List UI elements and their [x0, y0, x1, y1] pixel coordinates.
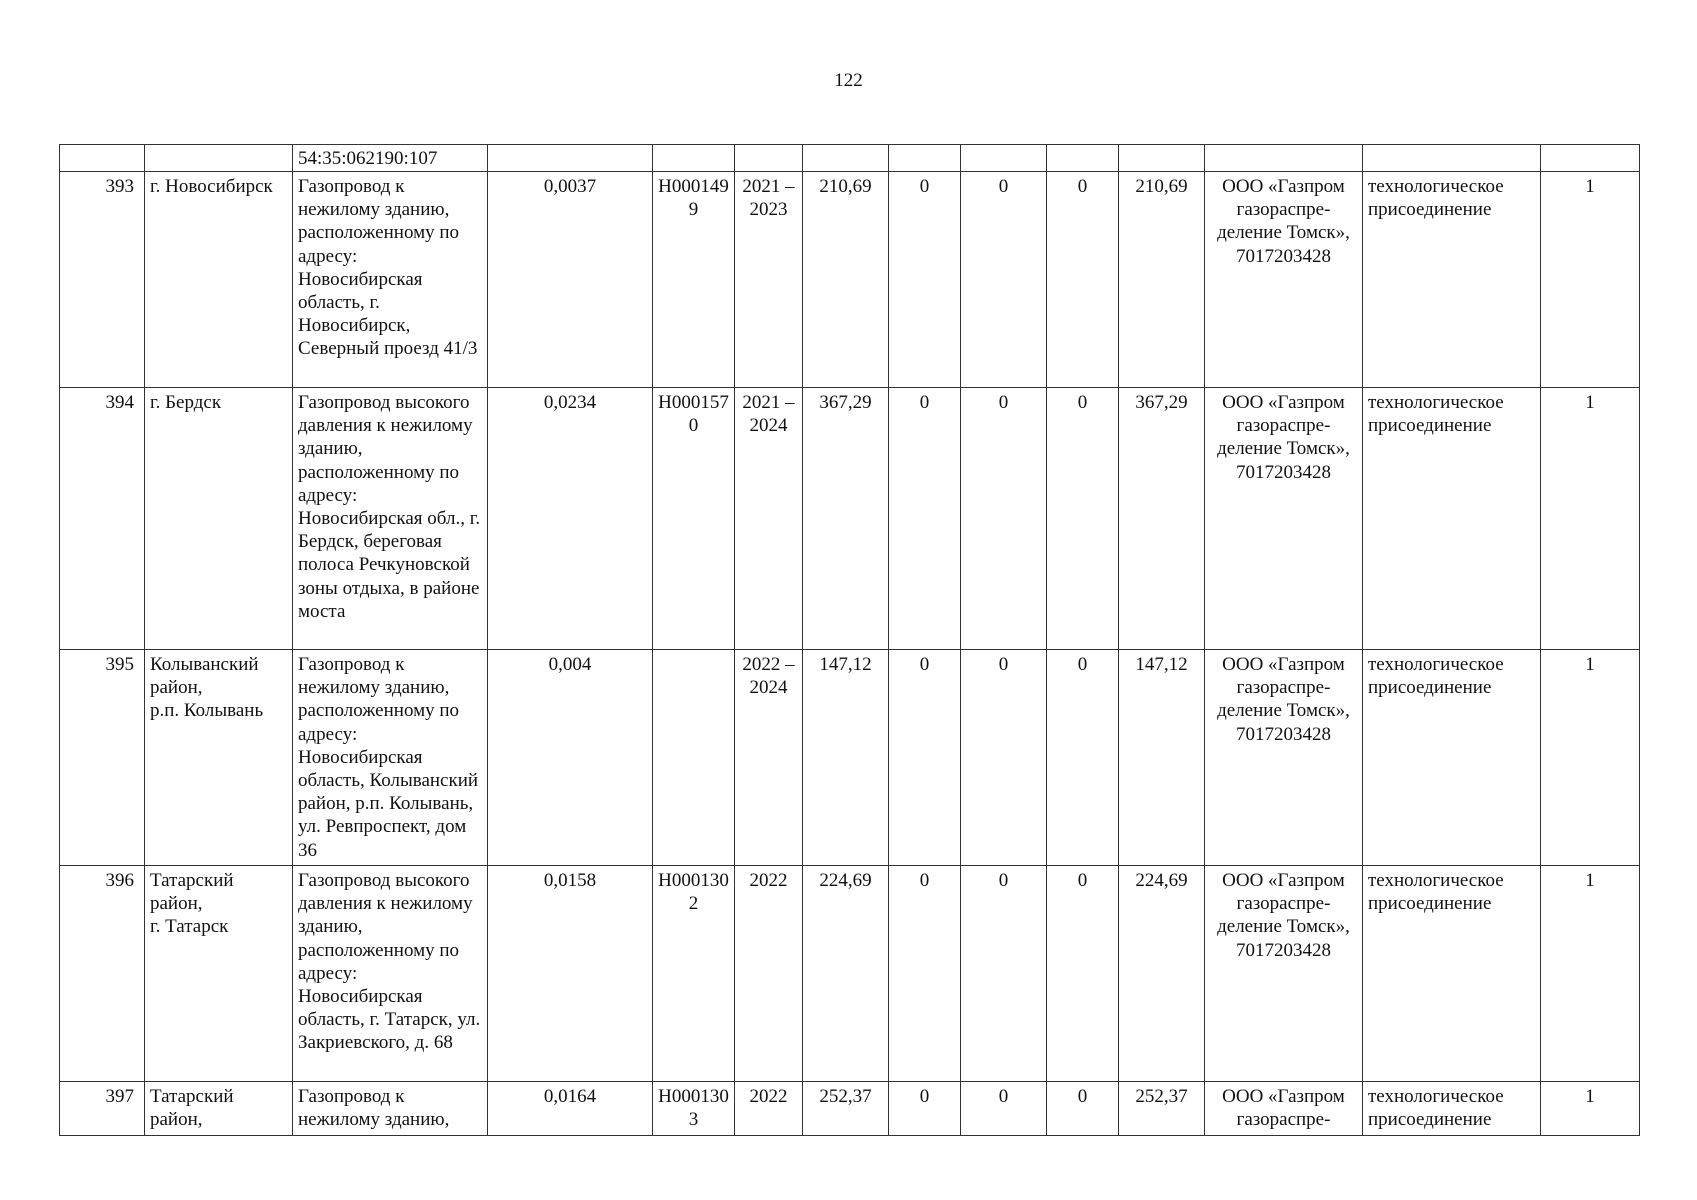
- cell-location: г. Бердск: [145, 388, 293, 650]
- cell-object: Газопровод к нежилому зданию, расположенному по адресу: Новосибирская область, Колыванский район, р.п. Колывань, ул. Ревпроспект, дом 36: [293, 650, 488, 866]
- cell-count: 1: [1541, 172, 1640, 388]
- cell-value-3: 0: [1047, 1082, 1119, 1136]
- cell-total: 224,69: [803, 866, 889, 1082]
- cell-number: 393: [60, 172, 145, 388]
- cell-years: 2021 – 2023: [735, 172, 803, 388]
- table-row-continuation: [60, 145, 1640, 172]
- cell-length: 0,004: [488, 650, 653, 866]
- cell-code: Н0001303: [653, 1082, 735, 1136]
- page-number: 122: [834, 70, 863, 91]
- cell-value-1: 0: [889, 1082, 961, 1136]
- cell-object: Газопровод к нежилому зданию, расположенному по адресу: Новосибирская область, г. Новосибирск, Северный проезд 41/3: [293, 172, 488, 388]
- cell-object: Газопровод к нежилому зданию,: [293, 1082, 488, 1136]
- cell-length: 0,0234: [488, 388, 653, 650]
- cell-value-2: 0: [961, 388, 1047, 650]
- cell-code: Н0001499: [653, 172, 735, 388]
- cell-years: 2022: [735, 866, 803, 1082]
- cell-object: 54:35:062190:107: [293, 145, 488, 172]
- cell-value-1: 0: [889, 388, 961, 650]
- cell-organization: ООО «Газпром газораспре-деление Томск», 7017203428: [1205, 388, 1363, 650]
- table-row: [60, 650, 1640, 866]
- cell-value-2: 0: [961, 866, 1047, 1082]
- cell-purpose: технологическое присоединение: [1363, 650, 1541, 866]
- cell-code: Н0001302: [653, 866, 735, 1082]
- cell-object: Газопровод высокого давления к нежилому зданию, расположенному по адресу: Новосибирская область, г. Татарск, ул. Закриевского, д. 68: [293, 866, 488, 1082]
- cell-organization: ООО «Газпром газораспре-: [1205, 1082, 1363, 1136]
- table-row: [60, 172, 1640, 388]
- cell-value-1: 0: [889, 172, 961, 388]
- investment-table: [59, 144, 1640, 1136]
- cell-purpose: технологическое присоединение: [1363, 388, 1541, 650]
- cell-count: 1: [1541, 1082, 1640, 1136]
- cell-count: 1: [1541, 388, 1640, 650]
- cell-value-4: 224,69: [1119, 866, 1205, 1082]
- cell-code: [653, 650, 735, 866]
- cell-value-1: 0: [889, 650, 961, 866]
- cell-value-2: 0: [961, 1082, 1047, 1136]
- cell-organization: ООО «Газпром газораспре-деление Томск», 7017203428: [1205, 650, 1363, 866]
- cell-location: Татарский район, г. Татарск: [145, 866, 293, 1082]
- cell-length: 0,0164: [488, 1082, 653, 1136]
- cell-number: 397: [60, 1082, 145, 1136]
- cell-purpose: технологическое присоединение: [1363, 172, 1541, 388]
- cell-count: 1: [1541, 866, 1640, 1082]
- cell-value-3: 0: [1047, 866, 1119, 1082]
- cell-organization: ООО «Газпром газораспре-деление Томск», 7017203428: [1205, 866, 1363, 1082]
- cell-value-2: 0: [961, 172, 1047, 388]
- cell-years: 2022: [735, 1082, 803, 1136]
- cell-location: Колыванский район, р.п. Колывань: [145, 650, 293, 866]
- cell-years: 2022 – 2024: [735, 650, 803, 866]
- cell-value-3: 0: [1047, 388, 1119, 650]
- cell-value-1: 0: [889, 866, 961, 1082]
- cell-length: 0,0037: [488, 172, 653, 388]
- cell-value-3: 0: [1047, 172, 1119, 388]
- cell-location: г. Новосибирск: [145, 172, 293, 388]
- cell-number: 396: [60, 866, 145, 1082]
- cell-value-4: 252,37: [1119, 1082, 1205, 1136]
- cell-total: 367,29: [803, 388, 889, 650]
- cell-value-3: 0: [1047, 650, 1119, 866]
- cell-code: Н0001570: [653, 388, 735, 650]
- cell-number: 394: [60, 388, 145, 650]
- table-row: [60, 1082, 1640, 1136]
- cell-count: 1: [1541, 650, 1640, 866]
- cell-total: 147,12: [803, 650, 889, 866]
- cell-years: 2021 – 2024: [735, 388, 803, 650]
- cell-purpose: технологическое присоединение: [1363, 1082, 1541, 1136]
- cell-value-4: 210,69: [1119, 172, 1205, 388]
- cell-number: 395: [60, 650, 145, 866]
- cell-value-4: 367,29: [1119, 388, 1205, 650]
- cell-total: 252,37: [803, 1082, 889, 1136]
- cell-location: Татарский район,: [145, 1082, 293, 1136]
- cell-total: 210,69: [803, 172, 889, 388]
- cell-value-4: 147,12: [1119, 650, 1205, 866]
- cell-length: 0,0158: [488, 866, 653, 1082]
- table-row: [60, 866, 1640, 1082]
- cell-purpose: технологическое присоединение: [1363, 866, 1541, 1082]
- cell-organization: ООО «Газпром газораспре-деление Томск», 7017203428: [1205, 172, 1363, 388]
- table-row: [60, 388, 1640, 650]
- cell-object: Газопровод высокого давления к нежилому зданию, расположенному по адресу: Новосибирская обл., г. Бердск, береговая полоса Речкуновской зоны отдыха, в районе моста: [293, 388, 488, 650]
- cell-value-2: 0: [961, 650, 1047, 866]
